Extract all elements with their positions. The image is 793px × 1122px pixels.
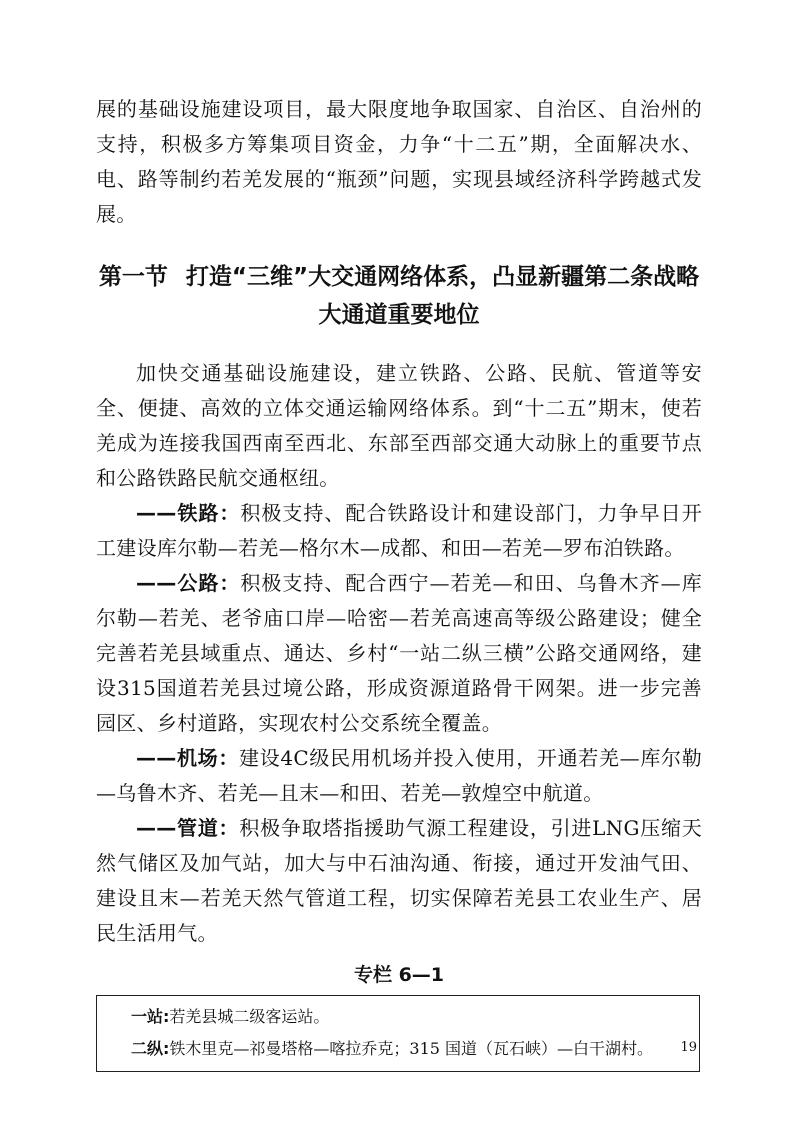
document-page: [96, 92, 702, 1072]
pipeline-paragraph: [96, 811, 702, 951]
page-number: 19: [680, 1040, 697, 1055]
box-caption: 专栏 6—1: [353, 964, 445, 986]
airport-paragraph: [96, 741, 702, 811]
box-line-1-lead: 一站:: [131, 1007, 170, 1026]
railway-text: 积极支持、配合铁路设计和建设部门，力争早日开工建设库尔勒—若羌—格尔木—成都、和田—若羌—罗布泊铁路。: [96, 501, 703, 560]
box-line-2-text: 铁木里克—祁曼塔格—喀拉乔克；315 国道（瓦石峡）—白干湖村。: [169, 1039, 654, 1058]
airport-lead: ——机场：: [136, 746, 240, 770]
airport-text: 建设4C级民用机场并投入使用，开通若羌—库尔勒—乌鲁木齐、若羌—且末—和田、若羌—敦煌空中航道。: [96, 746, 702, 805]
railway-lead: ——铁路：: [136, 501, 241, 525]
highway-text: 积极支持、配合西宁—若羌—和田、乌鲁木齐—库尔勒—若羌、老爷庙口岸—哈密—若羌高速高等级公路建设；健全完善若羌县域重点、通达、乡村“一站二纵三横”公路交通网络，建设315国道若羌县过境公路，形成资源道路骨干网架。进一步完善园区、乡村道路，实现农村公交系统全覆盖。: [96, 571, 703, 735]
section-number: 第一节: [98, 264, 168, 290]
pipeline-lead: ——管道：: [136, 816, 240, 840]
pipeline-text: 积极争取塔指援助气源工程建设，引进LNG压缩天然气储区及加气站，加大与中石油沟通、衔接，通过开发油气田、建设且末—若羌天然气管道工程，切实保障若羌县工农业生产、居民生活用气。: [96, 816, 702, 945]
box-line-1: [131, 1001, 687, 1033]
section-title-line-1: [96, 258, 702, 296]
section-title-line-2: 大通道重要地位: [318, 302, 480, 328]
highway-lead: ——公路：: [136, 571, 241, 595]
box-line-2-lead: 二纵:: [131, 1039, 170, 1058]
overview-paragraph: 加快交通基础设施建设，建立铁路、公路、民航、管道等安全、便捷、高效的立体交通运输网络体系。到“十二五”期末，使若羌成为连接我国西南至西北、东部至西部交通大动脉上的重要节点和公路铁路民航交通枢纽。: [96, 361, 702, 490]
intro-paragraph: 展的基础设施建设项目，最大限度地争取国家、自治区、自治州的支持，积极多方筹集项目资金，力争“十二五”期，全面解决水、电、路等制约若羌发展的“瓶颈”问题，实现县域经济科学跨越式发展。: [96, 97, 702, 226]
box-line-1-text: 若羌县城二级客运站。: [169, 1007, 330, 1026]
railway-paragraph: [96, 496, 702, 566]
section-title-text-1: 打造“三维”大交通网络体系，凸显新疆第二条战略: [185, 264, 700, 290]
box-line-2: [131, 1033, 687, 1065]
section-title: [96, 258, 702, 334]
info-box: [96, 995, 700, 1072]
highway-paragraph: [96, 566, 702, 741]
